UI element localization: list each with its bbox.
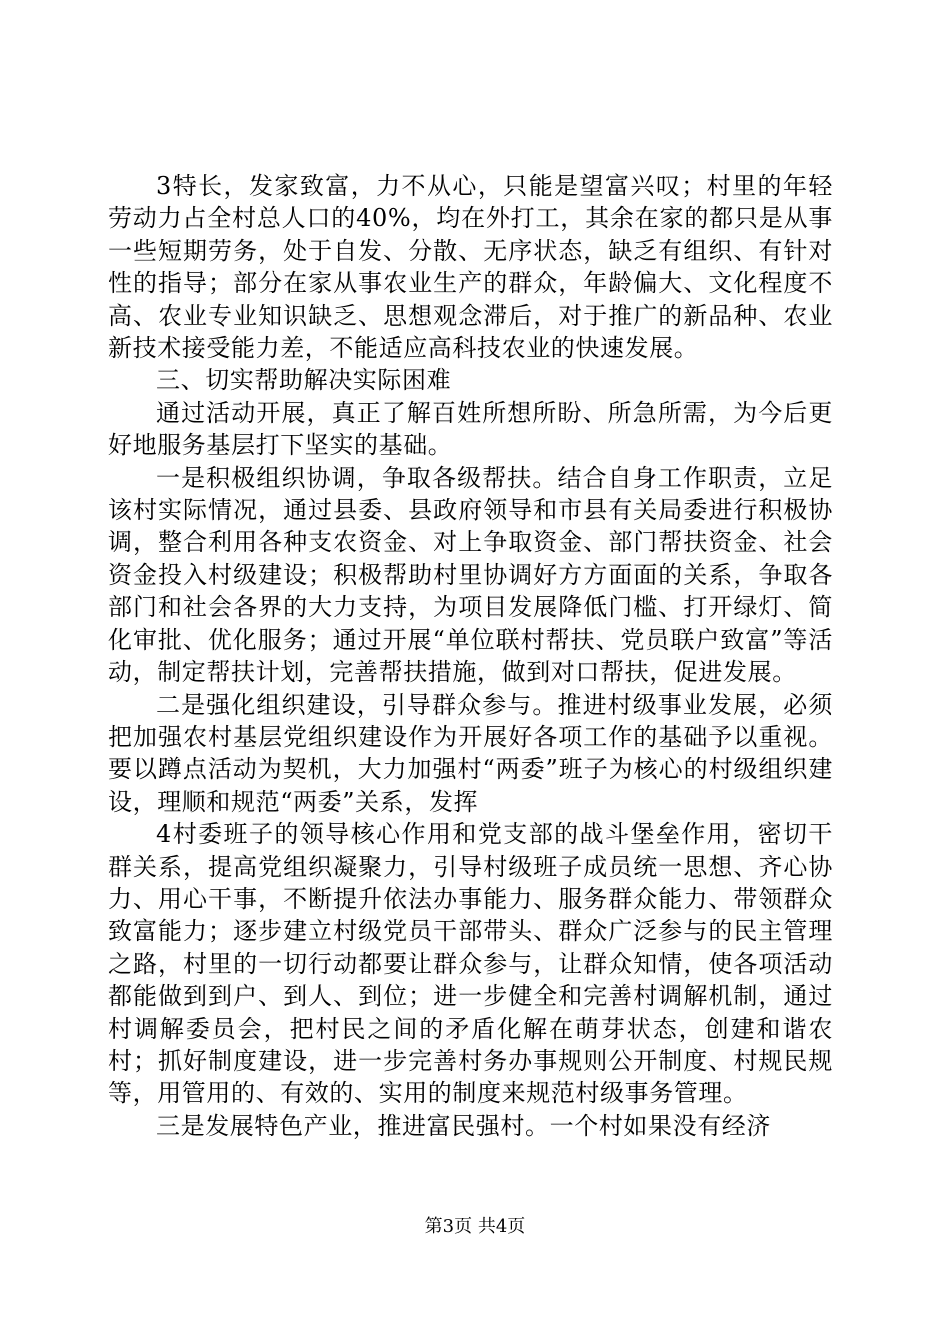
paragraph-continuation: 3特长，发家致富，力不从心，只能是望富兴叹；村里的年轻劳动力占全村总人口的40%，均在外打工，其余在家的都只是从事一些短期劳务，处于自发、分散、无序状态，缺乏有组织、有针对性的指导；部分在家从事农业生产的群众，年龄偏大、文化程度不高、农业专业知识缺乏、思想观念滞后，对于推广的新品种、农业新技术接受能力差，不能适应高科技农业的快速发展。 — [108, 172, 833, 363]
paragraph-point-two-continued: 4村委班子的领导核心作用和党支部的战斗堡垒作用，密切干群关系，提高党组织凝聚力，引导村级班子成员统一思想、齐心协力、用心干事，不断提升依法办事能力、服务群众能力、带领群众致富能力；逐步建立村级党员干部带头、群众广泛参与的民主管理之路，村里的一切行动都要让群众参与，让群众知情，使各项活动都能做到到户、到人、到位；进一步健全和完善村调解机制，通过村调解委员会，把村民之间的矛盾化解在萌芽状态，创建和谐农村；抓好制度建设，进一步完善村务办事规则公开制度、村规民规等，用管用的、有效的、实用的制度来规范村级事务管理。 — [108, 820, 833, 1108]
paragraph-point-three: 三是发展特色产业，推进富民强村。一个村如果没有经济 — [156, 1111, 771, 1140]
paragraph-intro: 通过活动开展，真正了解百姓所想所盼、所急所需，为今后更好地服务基层打下坚实的基础。 — [108, 398, 833, 460]
page-number-footer: 第3页 共4页 — [424, 1216, 526, 1237]
section-heading: 三、切实帮助解决实际困难 — [156, 366, 452, 395]
document-body — [108, 170, 833, 1142]
paragraph-point-two: 二是强化组织建设，引导群众参与。推进村级事业发展，必须把加强农村基层党组织建设作为开展好各项工作的基础予以重视。要以蹲点活动为契机，大力加强村“两委”班子为核心的村级组织建设，理顺和规范“两委”关系，发挥 — [108, 690, 833, 816]
paragraph-point-one: 一是积极组织协调，争取各级帮扶。结合自身工作职责，立足该村实际情况，通过县委、县政府领导和市县有关局委进行积极协调，整合利用各种支农资金、对上争取资金、部门帮扶资金、社会资金投入村级建设；积极帮助村里协调好方方面面的关系，争取各部门和社会各界的大力支持，为项目发展降低门槛、打开绿灯、简化审批、优化服务；通过开展“单位联村帮扶、党员联户致富”等活动，制定帮扶计划，完善帮扶措施，做到对口帮扶，促进发展。 — [108, 463, 833, 687]
